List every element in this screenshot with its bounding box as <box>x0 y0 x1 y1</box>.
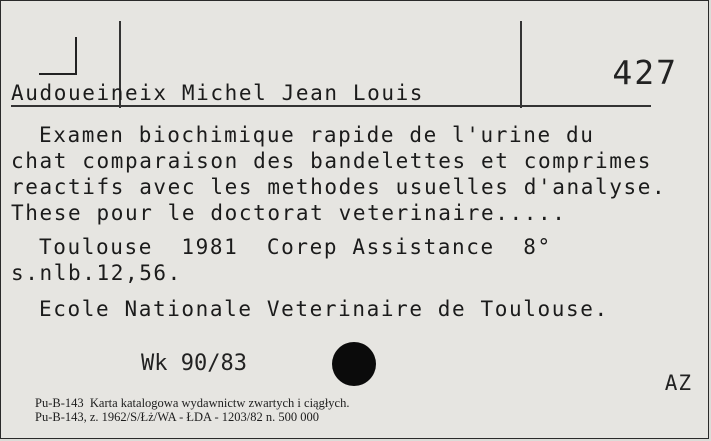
shelfmark: Wk 90/83 <box>141 351 247 376</box>
author-heading: Audoueineix Michel Jean Louis <box>11 81 425 105</box>
title-line-1: Examen biochimique rapide de l'urine du <box>39 123 595 147</box>
location-code: AZ <box>664 371 692 395</box>
card-number: 427 <box>612 53 678 92</box>
header-divider-right <box>520 21 522 108</box>
corner-mark <box>39 37 77 75</box>
title-line-3: reactifs avec les methodes usuelles d'analyse. <box>11 175 667 199</box>
pagination-line: s.nlb.12,56. <box>11 261 182 285</box>
form-footer-line-1: Pu-B-143 Karta katalogowa wydawnictw zwartych i ciągłych. <box>35 396 350 410</box>
title-line-4: These pour le doctorat veterinaire..... <box>11 201 567 225</box>
punch-hole <box>332 342 376 386</box>
title-line-2: chat comparaison des bandelettes et comprimes <box>11 149 652 173</box>
imprint-line: Toulouse 1981 Corep Assistance 8° <box>39 235 552 259</box>
header-underline <box>11 105 651 107</box>
institution-line: Ecole Nationale Veterinaire de Toulouse. <box>39 297 609 321</box>
form-footer-line-2: Pu-B-143, z. 1962/S/Łż/WA - ŁDA - 1203/82 n. 500 000 <box>35 410 320 424</box>
